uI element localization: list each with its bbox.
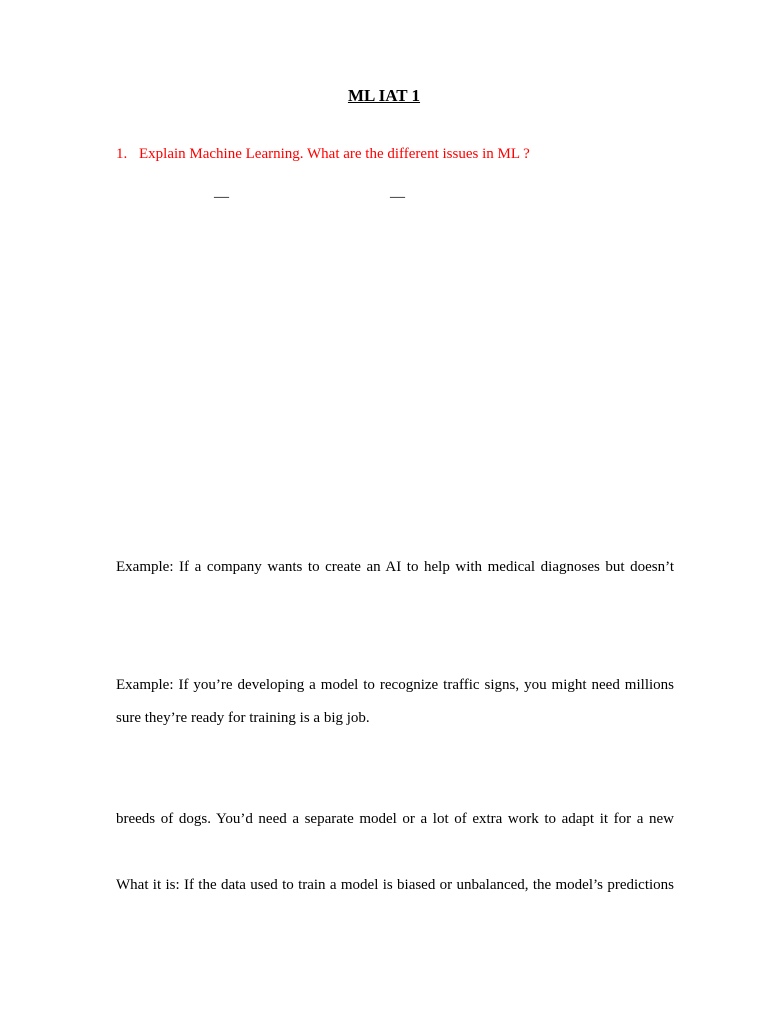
body-line: Example: If a company wants to create an AI to help with medical diagnoses but doesn’t (116, 559, 674, 575)
question-text: Explain Machine Learning. What are the different issues in ML ? (139, 146, 530, 162)
dash-mark: — (214, 189, 229, 205)
question-1 (116, 146, 530, 163)
body-line: breeds of dogs. You’d need a separate model or a lot of extra work to adapt it for a new (116, 811, 674, 827)
dash-mark: — (390, 189, 405, 205)
question-number: 1. (116, 146, 128, 162)
body-line: Example: If you’re developing a model to recognize traffic signs, you might need millions (116, 677, 674, 693)
body-line: sure they’re ready for training is a big job. (116, 710, 370, 726)
page-title: ML IAT 1 (347, 86, 421, 105)
body-line: What it is: If the data used to train a model is biased or unbalanced, the model’s predictions (116, 877, 674, 893)
